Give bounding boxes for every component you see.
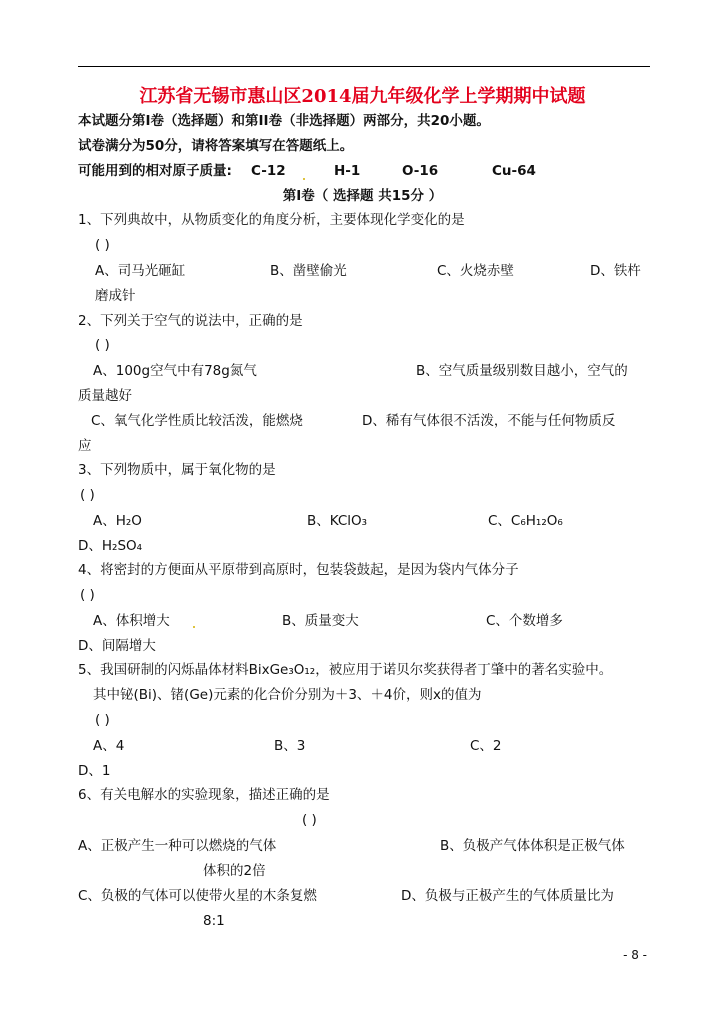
q3-option-b: B、KClO₃ [307,513,368,529]
q2-stem: 2、下列关于空气的说法中，正确的是 [78,313,303,329]
q2-option-a: A、100g空气中有78g氮气 [93,363,257,379]
q2-option-c: C、氧气化学性质比较活泼，能燃烧 [91,413,303,429]
q1-stem: 1、下列典故中，从物质变化的角度分析，主要体现化学变化的是 [78,212,465,228]
page-number: - 8 - [623,948,647,962]
q5-stem-cont: 其中铋(Bi)、锗(Ge)元素的化合价分别为＋3、＋4价，则x的值为 [93,687,482,703]
q4-option-d: D、间隔增大 [78,638,156,654]
atomic-mass-h: H-1 [334,163,361,179]
q6-option-b: B、负极产气体体积是正极气体 [440,838,625,854]
q3-option-a: A、H₂O [93,513,142,529]
q5-option-d: D、1 [78,763,111,779]
q5-option-b: B、3 [274,738,306,754]
q6-option-c: C、负极的气体可以使带火星的木条复燃 [78,888,317,904]
q2-answer-paren: ( ) [95,337,110,353]
q5-option-c: C、2 [470,738,502,754]
header-rule [78,66,650,67]
q6-option-b-cont: 体积的2倍 [203,863,266,879]
section-heading: 第Ⅰ卷（ 选择题 共15分 ） [282,188,443,204]
q5-answer-paren: ( ) [95,712,110,728]
q1-option-a: A、司马光砸缸 [95,263,186,279]
q1-answer-paren: ( ) [95,237,110,253]
q1-option-c: C、火烧赤壁 [437,263,514,279]
q2-option-d: D、稀有气体很不活泼，不能与任何物质反 [362,413,616,429]
q4-answer-paren: ( ) [80,587,95,603]
atomic-mass-c: C-12 [251,163,286,179]
q4-option-b: B、质量变大 [282,613,359,629]
q1-option-b: B、凿壁偷光 [270,263,347,279]
q3-option-d: D、H₂SO₄ [78,538,143,554]
q5-option-a: A、4 [93,738,125,754]
decorative-dot [193,626,195,628]
atomic-mass-o: O-16 [402,163,439,179]
q6-option-d: D、负极与正极产生的气体质量比为 [401,888,614,904]
q1-option-d: D、铁杵 [590,263,641,279]
q2-option-b-cont: 质量越好 [78,388,132,404]
q3-option-c: C、C₆H₁₂O₆ [488,513,563,529]
decorative-dot [303,178,305,180]
q2-option-b: B、空气质量级别数目越小，空气的 [416,363,628,379]
q5-stem: 5、我国研制的闪烁晶体材料BixGe₃O₁₂，被应用于诺贝尔奖获得者丁肇中的著名实验中。 [78,662,613,678]
q4-stem: 4、将密封的方便面从平原带到高原时，包装袋鼓起，是因为袋内气体分子 [78,562,519,578]
q2-option-d-cont: 应 [78,438,92,454]
q6-stem: 6、有关电解水的实验现象，描述正确的是 [78,787,330,803]
q3-answer-paren: ( ) [80,487,95,503]
atomic-mass-label: 可能用到的相对原子质量: [78,163,232,179]
intro-line-2: 试卷满分为50分，请将答案填写在答题纸上。 [78,138,354,154]
q6-option-d-cont: 8:1 [203,913,225,929]
atomic-mass-cu: Cu-64 [492,163,536,179]
q6-option-a: A、正极产生一种可以燃烧的气体 [78,838,277,854]
q1-option-d-cont: 磨成针 [95,288,136,304]
q4-option-c: C、个数增多 [486,613,563,629]
intro-line-1: 本试题分第Ⅰ卷（选择题）和第II卷（非选择题）两部分，共20小题。 [78,113,490,129]
page-title: 江苏省无锡市惠山区2014届九年级化学上学期期中试题 [139,86,586,107]
q6-answer-paren: ( ) [302,812,317,828]
q3-stem: 3、下列物质中，属于氧化物的是 [78,462,276,478]
q4-option-a: A、体积增大 [93,613,170,629]
